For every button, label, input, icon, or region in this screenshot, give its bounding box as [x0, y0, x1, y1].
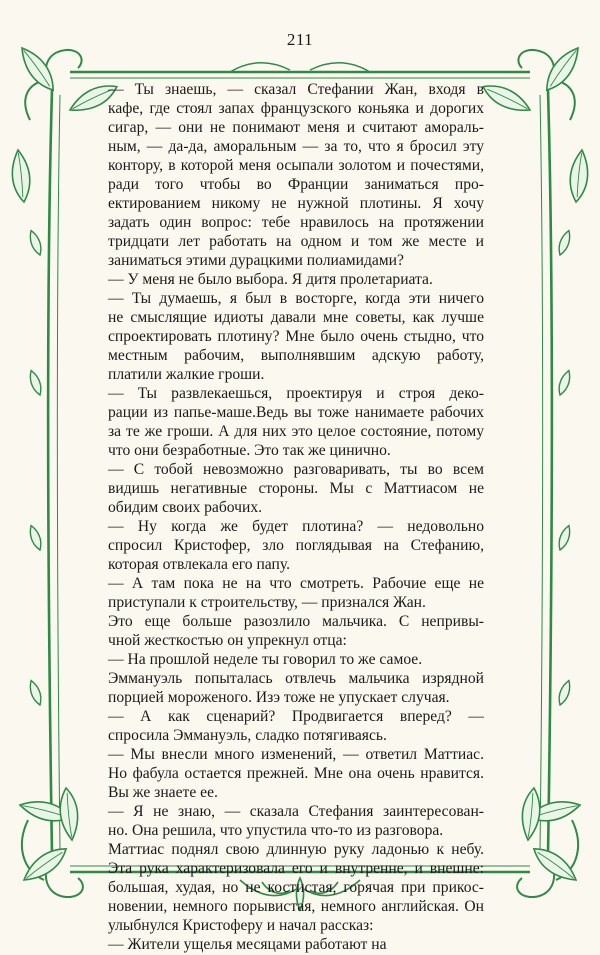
text-line: заниматься этими дурацкими полиамидами?: [108, 252, 404, 269]
text-line: улыбнулся Кристоферу и начал рассказ:: [108, 917, 374, 934]
text-line: — С тобой невозможно разговаривать, ты во всем: [108, 461, 484, 478]
text-line: чной жесткостью он упрекнул отца:: [108, 632, 347, 649]
text-line: — А там пока не на что смотреть. Рабочие еще не: [108, 575, 484, 592]
text-line: спросила Эммануэль, сладко потягиваясь.: [108, 727, 387, 744]
text-line: Но фабула остается прежней. Мне она очень нравится.: [108, 765, 484, 782]
text-line: — Ну когда же будет плотина? — недовольно: [108, 518, 484, 535]
text-line: спросил Кристофер, зло поглядывая на Стефанию,: [108, 537, 484, 554]
text-line: — Жители ущелья месяцами работают на: [108, 936, 387, 953]
text-line: — У меня не было выбора. Я дитя пролетариата.: [108, 271, 433, 288]
text-line: Эммануэль попыталась отвлечь мальчика изрядной: [108, 670, 484, 687]
text-line: не смыслящие идиоты давали мне советы, как лучше: [108, 309, 484, 326]
body-text: [108, 80, 484, 954]
text-line: за те же гроши. А для них это целое состояние, потому: [108, 423, 484, 440]
text-line: — А как сценарий? Продвигается вперед? —: [108, 708, 484, 725]
text-line: видишь негативные стороны. Мы с Маттиасом не: [108, 480, 484, 497]
text-line: обидим своих рабочих.: [108, 499, 263, 516]
text-line: ектированием никому не нужной плотины. Я хочу: [108, 195, 484, 212]
text-line: задать один вопрос: тебе нравилось на протяжении: [108, 214, 484, 231]
text-line: ным, — да-да, аморальным — за то, что я бросил эту: [108, 138, 484, 155]
text-line: рации из папье-маше.Ведь вы тоже нанимаете рабочих: [108, 404, 484, 421]
text-line: порцией мороженого. Изэ тоже не упускает случая.: [108, 689, 450, 706]
text-line: спроектировать плотину? Мне было очень стыдно, что: [108, 328, 484, 345]
text-line: новении, немного порывистая, немного английская. Он: [108, 898, 484, 915]
text-line: но. Она решила, что упустила что-то из разговора.: [108, 822, 444, 839]
text-line: кафе, где стоял запах французского коньяка и дорогих: [108, 100, 484, 117]
text-line: Вы же знаете ее.: [108, 784, 218, 801]
text-line: тридцати лет работать на одном и том же месте и: [108, 233, 484, 250]
text-line: — Ты думаешь, я был в восторге, когда эти ничего: [108, 290, 484, 307]
text-line: — Мы внесли много изменений, — ответил Маттиас.: [108, 746, 484, 763]
text-line: — Ты развлекаешься, проектируя и строя деко-: [108, 385, 484, 402]
text-line: что они безработные. Это так же цинично.: [108, 442, 391, 459]
text-line: местным рабочим, выполнявшим адскую работу,: [108, 347, 484, 364]
text-line: контору, в которой меня осыпали золотом и почестями,: [108, 157, 484, 174]
text-line: — Я не знаю, — сказала Стефания заинтересован-: [108, 803, 484, 820]
text-line: ради того чтобы во Франции заниматься про-: [108, 176, 484, 193]
text-line: платили жалкие гроши.: [108, 366, 265, 383]
text-line: Это еще больше разозлило мальчика. С непривы-: [108, 613, 484, 630]
text-line: приступали к строительству, — признался Жан.: [108, 594, 426, 611]
text-line: сигар, — они не понимают меня и считают амораль-: [108, 119, 484, 136]
page-number: 211: [286, 30, 314, 49]
text-line: Эта рука характеризовала его и внутренне, и внешне:: [108, 860, 484, 877]
text-line: — На прошлой неделе ты говорил то же самое.: [108, 651, 423, 668]
text-line: Маттиас поднял свою длинную руку ладонью к небу.: [108, 841, 484, 858]
text-line: — Ты знаешь, — сказал Стефании Жан, входя в: [108, 81, 484, 98]
text-line: большая, худая, но не костистая, горячая при прикос-: [108, 879, 484, 896]
text-line: которая отвлекала его папу.: [108, 556, 290, 573]
